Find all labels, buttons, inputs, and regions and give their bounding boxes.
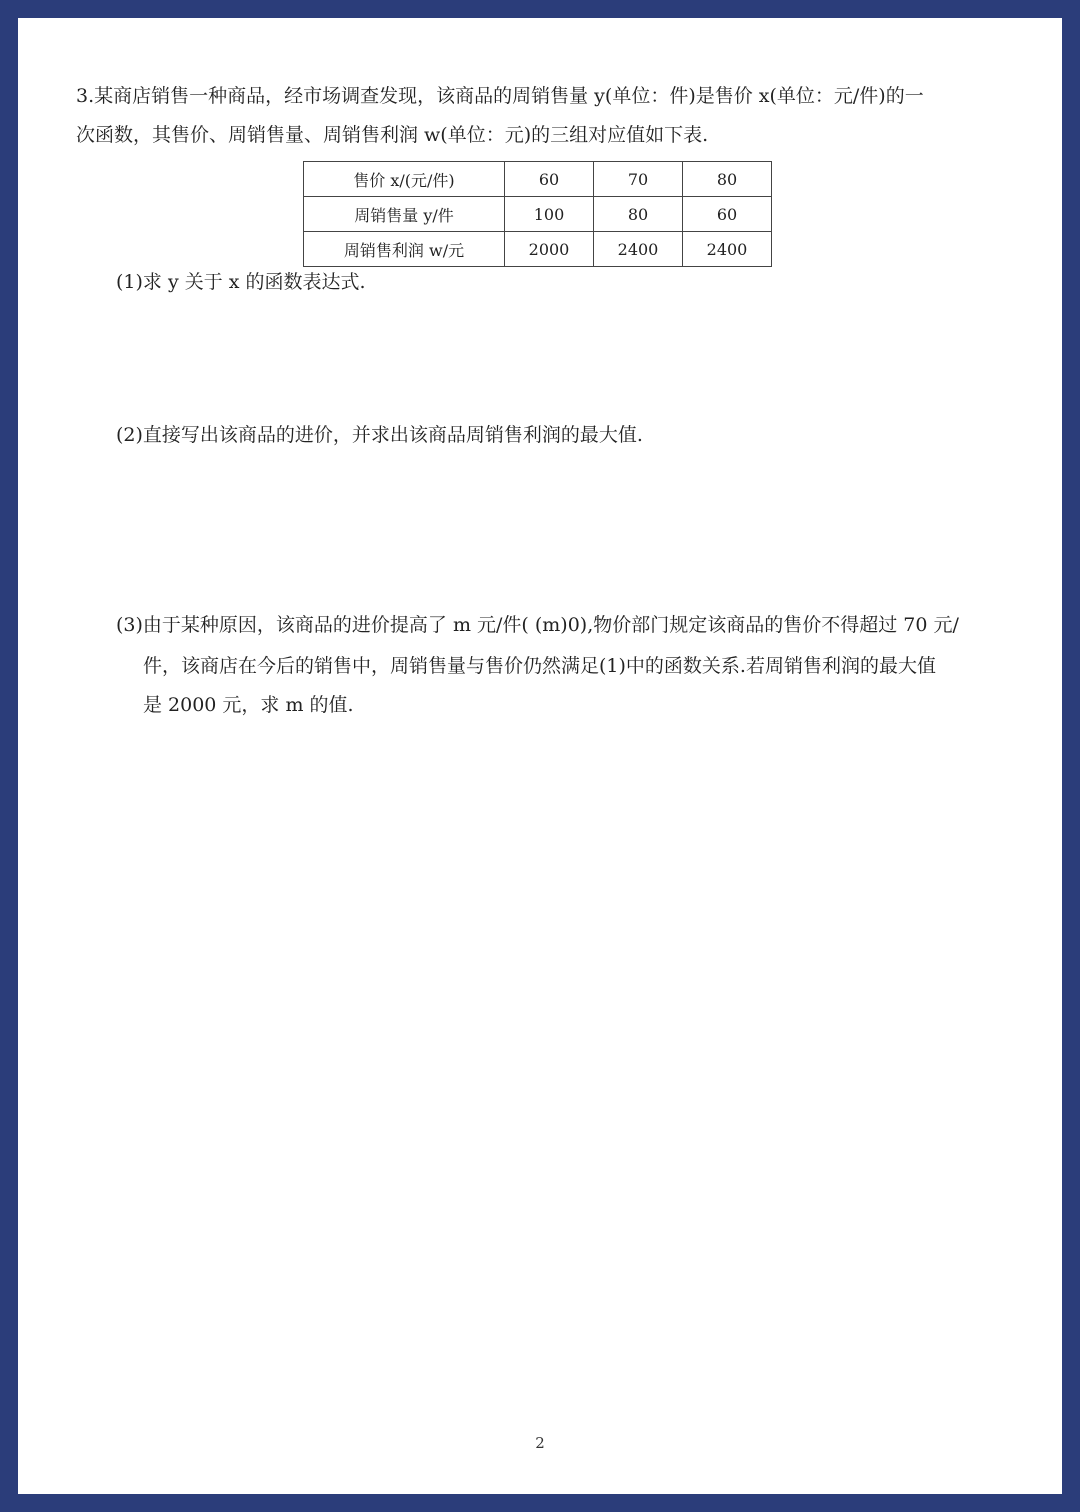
question-part3-line3: 是 2000 元，求 m 的值. [143, 694, 354, 716]
question-part3-line1: (3)由于某种原因，该商品的进价提高了 m 元/件( (m)0),物价部门规定该商品的售价不得超过 70 元/ [116, 614, 959, 636]
worksheet-page [18, 18, 1062, 1494]
question-part2: (2)直接写出该商品的进价，并求出该商品周销售利润的最大值. [116, 424, 643, 446]
table-row [304, 197, 772, 232]
data-table [303, 161, 772, 267]
question-part1: (1)求 y 关于 x 的函数表达式. [116, 271, 366, 293]
table-cell: 2000 [505, 232, 594, 267]
table-cell: 2400 [683, 232, 772, 267]
table-cell: 70 [594, 162, 683, 197]
page-number: 2 [535, 1434, 545, 1452]
problem-intro-line2: 次函数，其售价、周销售量、周销售利润 w(单位：元)的三组对应值如下表. [76, 124, 709, 146]
table-cell: 100 [505, 197, 594, 232]
row-header-price: 售价 x/(元/件) [304, 162, 505, 197]
table-row [304, 162, 772, 197]
row-header-profit: 周销售利润 w/元 [304, 232, 505, 267]
table-cell: 2400 [594, 232, 683, 267]
table-cell: 60 [683, 197, 772, 232]
question-part3-line2: 件，该商店在今后的销售中，周销售量与售价仍然满足(1)中的函数关系.若周销售利润的最大值 [143, 655, 936, 677]
table-cell: 60 [505, 162, 594, 197]
row-header-sales: 周销售量 y/件 [304, 197, 505, 232]
problem-intro-line1: 3.某商店销售一种商品，经市场调查发现，该商品的周销售量 y(单位：件)是售价 x(单位：元/件)的一 [76, 85, 924, 107]
table-cell: 80 [683, 162, 772, 197]
table-row [304, 232, 772, 267]
table-cell: 80 [594, 197, 683, 232]
